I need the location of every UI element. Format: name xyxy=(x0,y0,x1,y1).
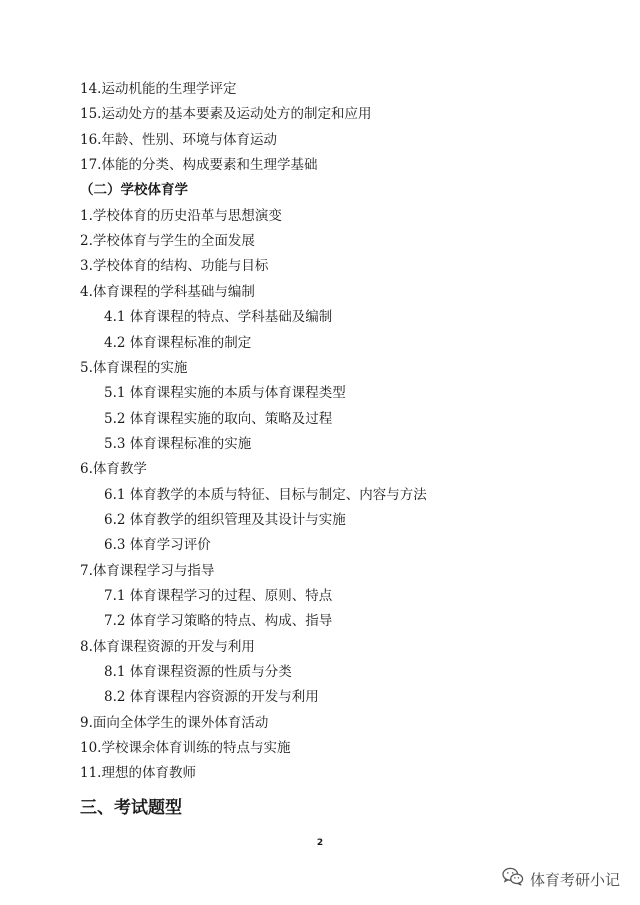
outline-subitem: 7.2 体育学习策略的特点、构成、指导 xyxy=(104,613,333,630)
section-title: 三、考试题型 xyxy=(80,798,182,818)
outline-subitem: 6.1 体育教学的本质与特征、目标与制定、内容与方法 xyxy=(104,486,427,503)
outline-item: 11.理想的体育教师 xyxy=(80,765,196,782)
outline-subitem: 6.3 体育学习评价 xyxy=(104,537,211,554)
outline-item: 8.体育课程资源的开发与利用 xyxy=(80,638,255,655)
outline-item: 15.运动处方的基本要素及运动处方的制定和应用 xyxy=(80,106,372,123)
outline-item: 6.体育教学 xyxy=(80,461,147,478)
outline-item: 2.学校体育与学生的全面发展 xyxy=(80,233,255,250)
page-number: 2 xyxy=(316,838,324,848)
outline-item: 14.运动机能的生理学评定 xyxy=(80,81,237,97)
outline-item: 7.体育课程学习与指导 xyxy=(80,562,215,579)
outline-subitem: 8.1 体育课程资源的性质与分类 xyxy=(104,664,292,681)
outline-subitem: 5.1 体育课程实施的本质与体育课程类型 xyxy=(104,385,346,402)
outline-item: 16.年龄、性别、环境与体育运动 xyxy=(80,131,277,148)
section-heading: （二）学校体育学 xyxy=(80,182,188,199)
outline-item: 1.学校体育的历史沿革与思想演变 xyxy=(80,207,282,224)
outline-subitem: 6.2 体育教学的组织管理及其设计与实施 xyxy=(104,511,346,528)
outline-subitem: 5.3 体育课程标准的实施 xyxy=(104,435,252,452)
outline-item: 10.学校课余体育训练的特点与实施 xyxy=(80,740,291,757)
watermark-text: 体育考研小记 xyxy=(529,870,620,889)
watermark xyxy=(502,867,620,891)
outline-subitem: 4.2 体育课程标准的制定 xyxy=(104,334,252,351)
outline-item: 9.面向全体学生的课外体育活动 xyxy=(80,714,269,731)
outline-item: 17.体能的分类、构成要素和生理学基础 xyxy=(80,157,318,174)
wechat-icon xyxy=(502,867,524,891)
outline-subitem: 4.1 体育课程的特点、学科基础及编制 xyxy=(104,309,333,326)
outline-subitem: 8.2 体育课程内容资源的开发与利用 xyxy=(104,689,319,706)
outline-subitem: 5.2 体育课程实施的取向、策略及过程 xyxy=(104,410,333,427)
outline-item: 3.学校体育的结构、功能与目标 xyxy=(80,258,269,275)
outline-item: 5.体育课程的实施 xyxy=(80,359,188,376)
outline-item: 4.体育课程的学科基础与编制 xyxy=(80,283,255,300)
outline-subitem: 7.1 体育课程学习的过程、原则、特点 xyxy=(104,588,333,604)
